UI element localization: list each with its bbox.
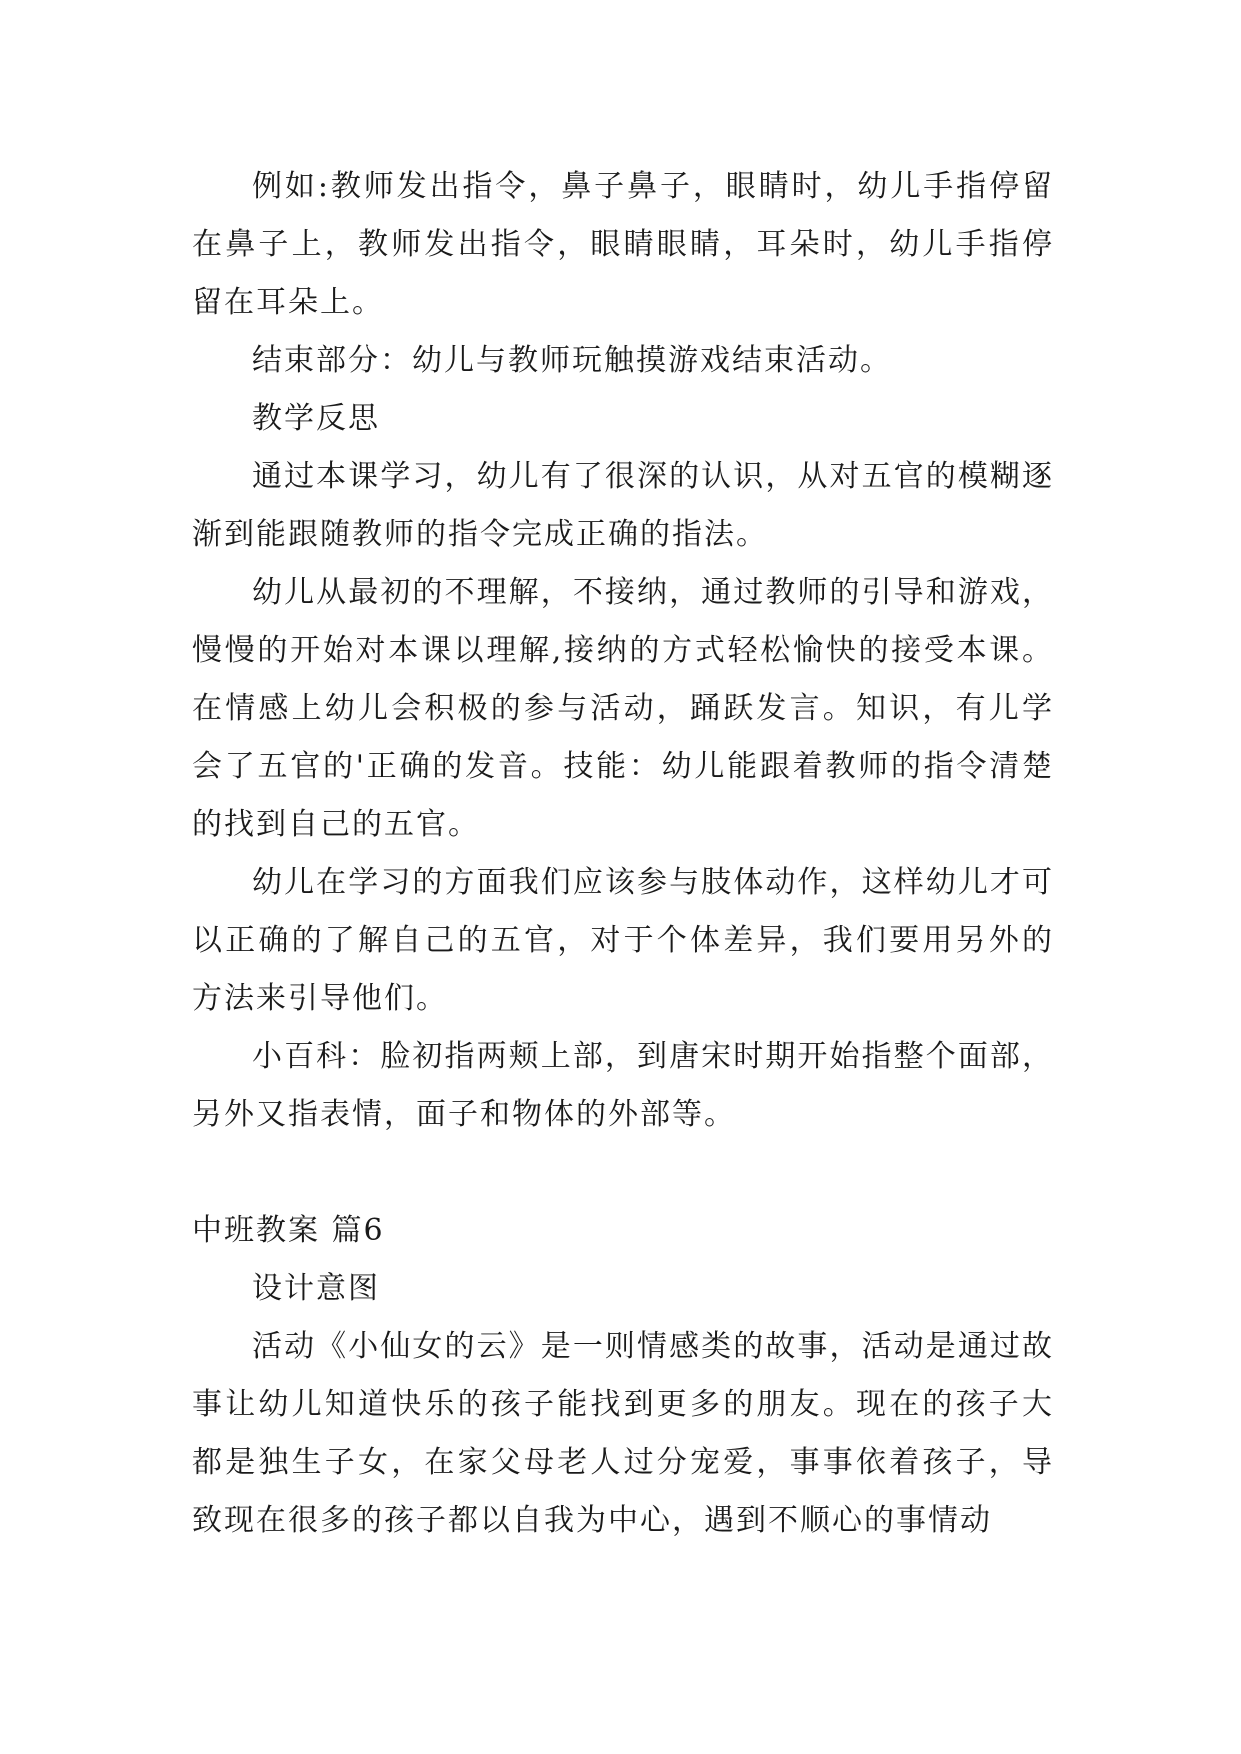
paragraph-example: 例如:教师发出指令，鼻子鼻子，眼睛时，幼儿手指停留在鼻子上，教师发出指令，眼睛眼睛，耳朵时，幼儿手指停留在耳朵上。	[192, 169, 1054, 320]
subheading-reflection: 教学反思	[252, 401, 380, 436]
paragraph-encyclopedia: 小百科：脸初指两颊上部，到唐宋时期开始指整个面部，另外又指表情，面子和物体的外部等。	[192, 1039, 1054, 1132]
paragraph-ending: 结束部分：幼儿与教师玩触摸游戏结束活动。	[252, 343, 892, 378]
section-heading: 中班教案 篇6	[192, 1213, 385, 1248]
paragraph-reflection-2: 幼儿从最初的不理解，不接纳，通过教师的引导和游戏，慢慢的开始对本课以理解,接纳的方式轻松愉快的接受本课。在情感上幼儿会积极的参与活动，踊跃发言。知识，有儿学会了五官的'正确的发音。技能：幼儿能跟着教师的指令清楚的找到自己的五官。	[192, 575, 1054, 842]
document-body	[192, 158, 1054, 1550]
subheading-design-intent: 设计意图	[252, 1271, 380, 1306]
paragraph-design-intent: 活动《小仙女的云》是一则情感类的故事，活动是通过故事让幼儿知道快乐的孩子能找到更多的朋友。现在的孩子大都是独生子女，在家父母老人过分宠爱，事事依着孩子，导致现在很多的孩子都以自我为中心，遇到不顺心的事情动	[192, 1329, 1054, 1538]
paragraph-reflection-1: 通过本课学习，幼儿有了很深的认识，从对五官的模糊逐渐到能跟随教师的指令完成正确的指法。	[192, 459, 1054, 552]
section-gap	[192, 1144, 1054, 1202]
paragraph-reflection-3: 幼儿在学习的方面我们应该参与肢体动作，这样幼儿才可以正确的了解自己的五官，对于个体差异，我们要用另外的方法来引导他们。	[192, 865, 1054, 1016]
